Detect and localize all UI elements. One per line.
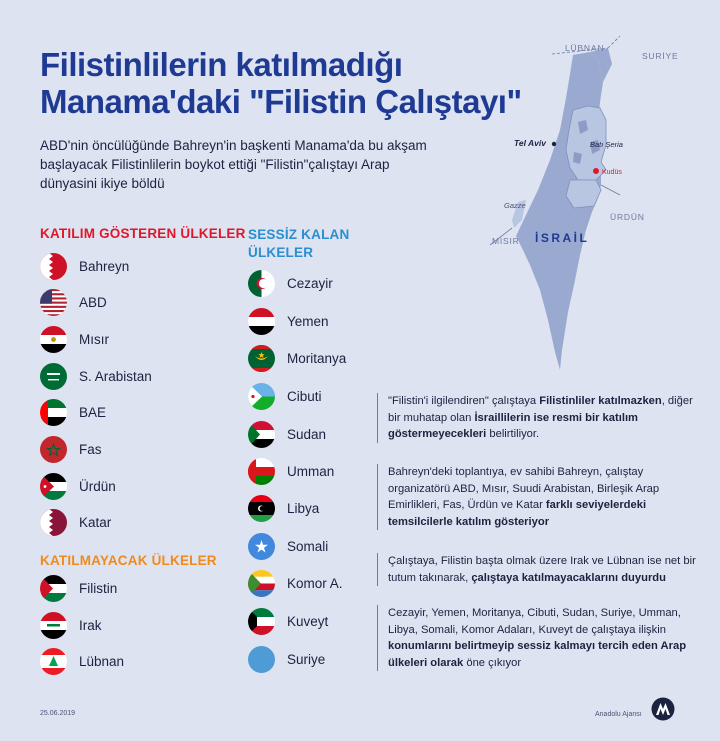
note-text: belirtiliyor. — [486, 428, 540, 441]
note-2 — [377, 464, 698, 530]
label-israel: İSRAİL — [535, 231, 590, 245]
subtitle: ABD'nin öncülüğünde Bahreyn'in başkenti Manama'da bu akşam başlayacak Filistinlilerin boykot ettiği "Filistin"çalıştayı Arap dünyasini ikiye böldü — [40, 138, 427, 191]
israel-territory — [516, 52, 603, 370]
country-name: Kuveyt — [287, 613, 329, 629]
title-line-2: Manama'daki "Filistin Çalıştayı" — [40, 83, 522, 120]
country-bae — [40, 398, 106, 426]
syria-circle-icon — [248, 646, 275, 673]
note-text: öne çıkıyor — [463, 656, 522, 669]
iraq-flag-icon — [40, 612, 67, 639]
country-name: Sudan — [287, 426, 327, 442]
country-s-arabistan — [40, 362, 152, 390]
label-lebanon: LÜBNAN — [565, 43, 605, 53]
country-name: BAE — [79, 404, 107, 420]
libya-flag-icon — [248, 495, 275, 522]
country-name: Ürdün — [79, 478, 116, 494]
country-umman — [248, 457, 334, 485]
country-komor — [248, 569, 343, 597]
note-text: "Filistin'i ilgilendiren" çalıştaya — [388, 395, 540, 407]
country-name: Mısır — [79, 331, 109, 347]
country-name: Komor A. — [287, 575, 343, 591]
country-name: ABD — [79, 294, 107, 310]
country-cibuti — [248, 382, 322, 410]
country-name: Katar — [79, 514, 112, 530]
usa-flag-icon — [40, 289, 67, 316]
comoros-flag-icon — [248, 570, 275, 597]
country-bahreyn — [40, 252, 129, 280]
qatar-flag-icon — [40, 509, 67, 536]
label-egypt: MISIR — [492, 236, 520, 246]
label-syria: SURİYE — [642, 51, 679, 61]
country-urdun — [40, 472, 116, 500]
silent-heading — [248, 226, 349, 262]
label-gaza: Gazze — [504, 201, 526, 210]
silent-heading-line-2: ÜLKELER — [248, 245, 314, 260]
country-fas — [40, 435, 102, 463]
aa-logo-icon — [651, 697, 675, 721]
label-west-bank: Batı Şeria — [590, 140, 623, 149]
country-name: Suriye — [287, 651, 326, 667]
silent-heading-line-1: SESSİZ KALAN — [248, 227, 350, 242]
kuwait-flag-icon — [248, 608, 275, 635]
palestine-flag-icon — [40, 575, 67, 602]
country-moritanya — [248, 344, 346, 372]
note-text: Çalıştaya, Filistin başta olmak üzere Irak ve Lübnan ise net bir tutum takınarak, — [388, 555, 696, 584]
algeria-flag-icon — [248, 270, 275, 297]
country-suriye — [248, 645, 325, 673]
country-sudan — [248, 420, 326, 448]
djibouti-flag-icon — [248, 383, 275, 410]
label-jordan: ÜRDÜN — [610, 212, 645, 222]
note-bold: çalıştaya katılmayacaklarını duyurdu — [471, 571, 666, 584]
note-bold: konumlarını belirtmeyip sessiz kalmayı tercih eden Arap ülkeleri olarak — [388, 640, 687, 669]
country-name: Yemen — [287, 313, 329, 329]
syria-border — [608, 36, 620, 48]
title-line-1: Filistinlilerin katılmadığı — [40, 46, 403, 83]
note-3 — [377, 553, 698, 586]
note-text: Cezayir, Yemen, Moritanya, Cibuti, Sudan, Suriye, Umman, Libya, Somali, Komor Adaları, Kuveyt de çalıştaya ilişkin — [388, 607, 681, 636]
country-name: Libya — [287, 500, 320, 516]
country-name: Bahreyn — [79, 258, 130, 274]
saudi-arabia-flag-icon — [40, 363, 67, 390]
not-participating-heading: KATILMAYACAK ÜLKELER — [40, 553, 217, 568]
oman-flag-icon — [248, 458, 275, 485]
country-name: S. Arabistan — [79, 368, 152, 384]
lebanon-flag-icon — [40, 648, 67, 675]
country-lubnan — [40, 647, 124, 675]
country-abd — [40, 288, 107, 316]
country-irak — [40, 611, 102, 639]
yemen-flag-icon — [248, 308, 275, 335]
country-cezayir — [248, 269, 333, 297]
page-title — [40, 46, 522, 120]
country-katar — [40, 508, 111, 536]
country-name: Fas — [79, 441, 102, 457]
participating-heading: KATILIM GÖSTEREN ÜLKELER — [40, 226, 246, 241]
label-tel-aviv: Tel Aviv — [514, 138, 546, 148]
country-libya — [248, 494, 319, 522]
israel-palestine-map — [470, 30, 720, 380]
country-name: Umman — [287, 463, 335, 479]
country-name: Irak — [79, 617, 102, 633]
egypt-flag-icon — [40, 326, 67, 353]
country-name: Cibuti — [287, 388, 322, 404]
footer-date: 25.06.2019 — [40, 710, 76, 717]
country-name: Cezayir — [287, 275, 333, 291]
sudan-flag-icon — [248, 421, 275, 448]
morocco-flag-icon — [40, 436, 67, 463]
note-bold: Filistinliler katılmazken — [539, 395, 662, 407]
label-jerusalem: Kudüs — [602, 169, 622, 176]
country-kuveyt — [248, 607, 328, 635]
country-name: Somali — [287, 538, 329, 554]
country-filistin — [40, 574, 117, 602]
country-misir — [40, 325, 109, 353]
tel-aviv-marker — [552, 142, 556, 146]
jerusalem-marker — [593, 168, 599, 174]
country-yemen — [248, 307, 329, 335]
uae-flag-icon — [40, 399, 67, 426]
bahrain-flag-icon — [40, 253, 67, 280]
note-text: , diğer bir muhatap olan — [388, 395, 693, 424]
country-name: Filistin — [79, 580, 118, 596]
country-name: Moritanya — [287, 350, 347, 366]
country-name: Lübnan — [79, 653, 125, 669]
note-bold: İsraillilerin ise resmi bir katılım göstermeyecekleri — [388, 411, 638, 441]
jordan-border — [601, 185, 620, 195]
note-4 — [377, 605, 698, 671]
country-somali — [248, 532, 328, 560]
jordan-flag-icon — [40, 473, 67, 500]
footer-source: Anadolu Ajansı — [595, 711, 642, 718]
mauritania-flag-icon — [248, 345, 275, 372]
note-bold: farklı seviyelerdeki temsilcilerle katılım gösteriyor — [388, 499, 647, 528]
somalia-flag-icon — [248, 533, 275, 560]
note-text: Bahreyn'deki toplantıya, ev sahibi Bahreyn, çalıştay organizatörü ABD, Mısır, Suudi Arabistan, Birleşik Arap Emirlikleri, Fas, Ürdün ve Katar — [388, 466, 660, 512]
southern-territory — [566, 180, 601, 208]
note-1 — [377, 393, 698, 443]
